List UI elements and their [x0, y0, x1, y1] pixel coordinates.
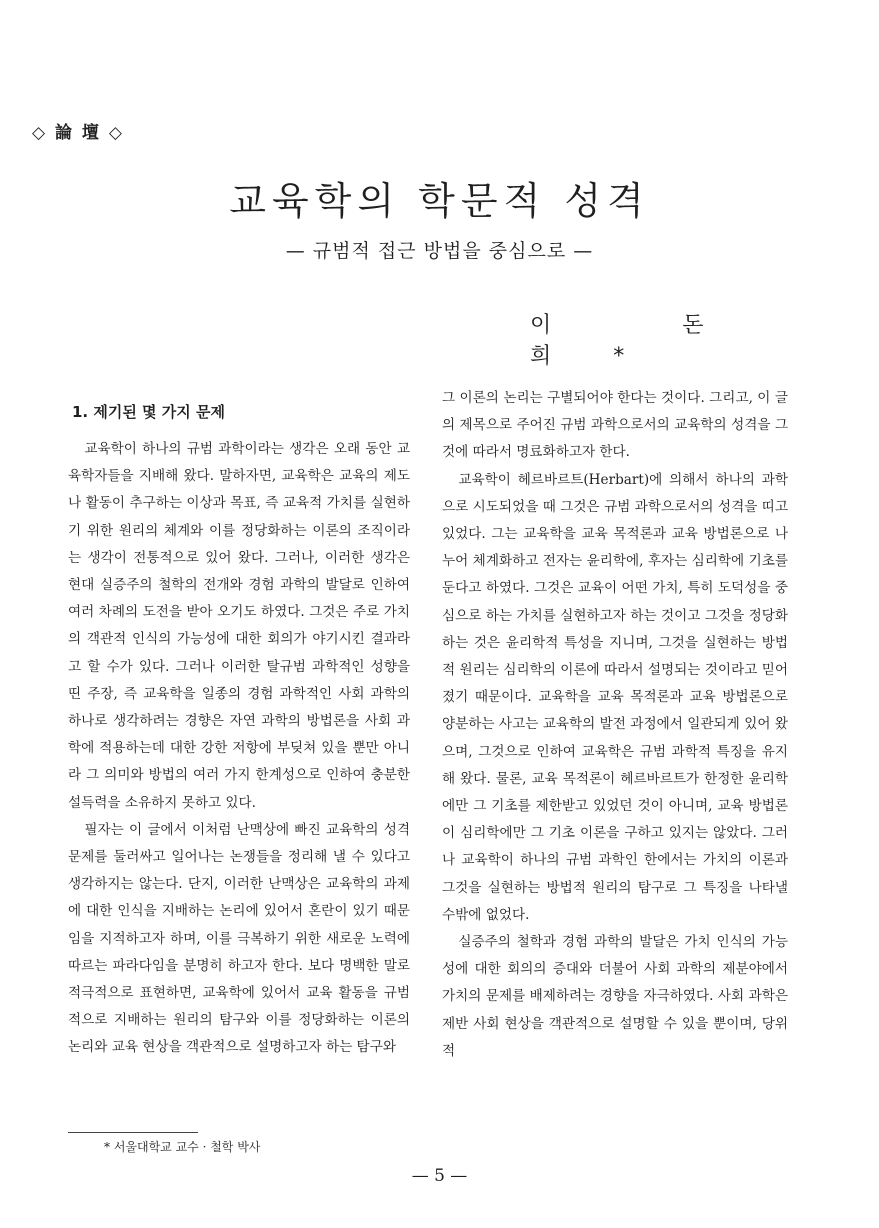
section-heading: 1. 제기된 몇 가지 문제 [72, 403, 225, 421]
section-label: ◇ 論 壇 ◇ [32, 123, 124, 143]
body-paragraph: 필자는 이 글에서 이처럼 난맥상에 빠진 교육학의 성격 문제를 둘러싸고 일어나는 논쟁들을 정리해 낼 수 있다고 생각하지는 않는다. 단지, 이러한 난맥상은 교육학의 과제에 대한 인식을 지배하는 논리에 있어서 혼란이 있기 때문임을 지적하고자 하며, 이를 극복하기 위한 새로운 노력에 따르는 파라다임을 분명히 하고자 한다. 보다 명백한 말로 적극적으로 표현하면, 교육학에 있어서 교육 활동을 규범적으로 지배하는 원리의 탐구와 이를 정당화하는 이론의 논리와 교육 현상을 객관적으로 설명하고자 하는 탐구와 [68, 821, 410, 1056]
article-title: 교육학의 학문적 성격 [229, 179, 650, 223]
footnote-rule [68, 1132, 198, 1133]
article-subtitle: — 규범적 접근 방법을 중심으로 — [285, 240, 594, 262]
body-paragraph: 교육학이 하나의 규범 과학이라는 생각은 오래 동안 교육학자들을 지배해 왔다. 말하자면, 교육학은 교육의 제도나 활동이 추구하는 이상과 목표, 즉 교육적 가치를 실현하기 위한 원리의 체계와 이를 정당화하는 이론의 조직이라는 생각이 전통적으로 있어 왔다. 그러나, 이러한 생각은 현대 실증주의 철학의 전개와 경험 과학의 발달로 인하여 여러 차례의 도전을 받아 오기도 하였다. 그것은 주로 가치의 객관적 인식의 가능성에 대한 회의가 야기시킨 결과라고 할 수가 있다. 그러나 이러한 탈규범 과학적인 성향을 띤 주장, 즉 교육학을 일종의 경험 과학적인 사회 과학의 하나로 생각하려는 경향은 자연 과학의 방법론을 사회 과학에 적용하는데 대한 강한 저항에 부딪쳐 있을 뿐만 아니라 그 의미와 방법의 여러 가지 한계성으로 인하여 충분한 설득력을 소유하지 못하고 있다. [68, 441, 410, 811]
right-column [442, 385, 788, 1065]
page-number: — 5 — [411, 1166, 468, 1186]
footnote: * 서울대학교 교수 · 철학 박사 [104, 1140, 261, 1154]
author-name: 이 돈 희* [530, 313, 766, 369]
body-paragraph: 실증주의 철학과 경험 과학의 발달은 가치 인식의 가능성에 대한 회의의 증대와 더불어 사회 과학의 제분야에서 가치의 문제를 배제하려는 경향을 자극하였다. 사회 과학은 제반 사회 현상을 객관적으로 설명할 수 있을 뿐이며, 당위적 [442, 934, 788, 1059]
body-paragraph: 교육학이 헤르바르트(Herbart)에 의해서 하나의 과학으로 시도되었을 때 그것은 규범 과학으로서의 성격을 띠고 있었다. 그는 교육학을 교육 목적론과 교육 방법론으로 나누어 체계화하고 전자는 윤리학에, 후자는 심리학에 기초를 둔다고 하였다. 그것은 교육이 어떤 가치, 특히 도덕성을 중심으로 하는 가치를 실현하고자 하는 것이고 그것을 정당화하는 것은 윤리학적 특성을 지니며, 그것을 실현하는 방법적 원리는 심리학의 이론에 따라서 설명되는 것이라고 믿어졌기 때문이다. 교육학을 교육 목적론과 교육 방법론으로 양분하는 사고는 교육학의 발전 과정에서 일관되게 있어 왔으며, 그것으로 인하여 교육학은 규범 과학적 특징을 유지해 왔다. 물론, 교육 목적론이 헤르바르트가 한정한 윤리학에만 그 기초를 제한받고 있었던 것이 아니며, 교육 방법론이 심리학에만 그 기초 이론을 구하고 있지는 않았다. 그러나 교육학이 하나의 규범 과학인 한에서는 가치의 이론과 그것을 실현하는 방법적 원리의 탐구로 그 특징을 나타낼 수밖에 없었다. [442, 471, 788, 923]
body-paragraph: 그 이론의 논리는 구별되어야 한다는 것이다. 그리고, 이 글의 제목으로 주어진 규범 과학으로서의 교육학의 성격을 그것에 따라서 명료화하고자 한다. [442, 390, 788, 461]
left-column [68, 398, 410, 1062]
